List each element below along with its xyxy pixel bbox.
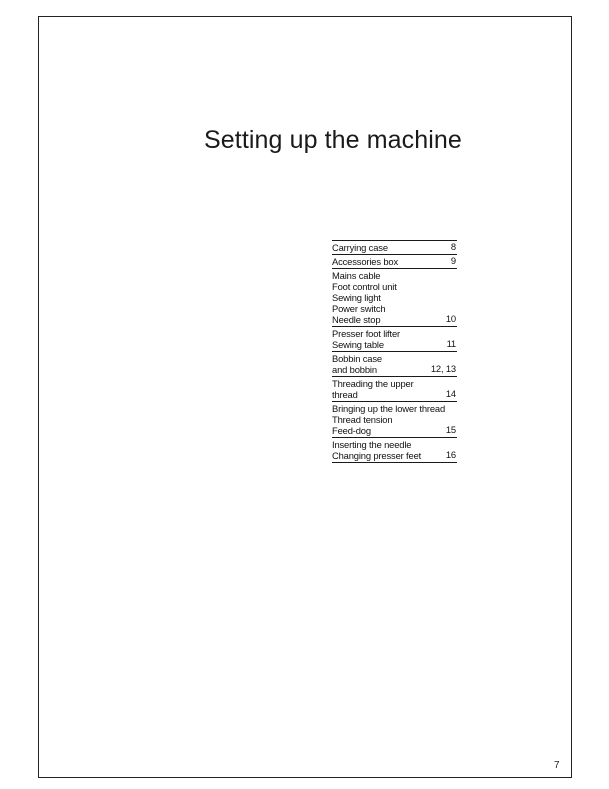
toc-page-number: 8	[450, 241, 456, 252]
toc-entry	[332, 437, 457, 463]
toc-entry-line: Changing presser feet	[332, 450, 422, 461]
page-number: 7	[554, 760, 560, 771]
toc-entry	[332, 240, 457, 254]
toc-entry	[332, 401, 457, 437]
toc-entry-line: Accessories box	[332, 256, 399, 267]
toc-page-number: 9	[450, 255, 456, 266]
toc-entry	[332, 254, 457, 268]
toc-entry-line: Carrying case	[332, 242, 388, 253]
toc-page-number: 14	[445, 388, 456, 399]
toc-page-number: 10	[445, 313, 456, 324]
toc-entry	[332, 268, 457, 326]
toc-entry-line: Power switch	[332, 303, 386, 314]
toc-entry	[332, 351, 457, 376]
toc-page-number: 15	[445, 424, 456, 435]
toc-entry-line: Threading the upper	[332, 378, 414, 389]
toc-entry	[332, 326, 457, 351]
toc-entry-line: Presser foot lifter	[332, 328, 401, 339]
toc-page-number: 16	[445, 449, 456, 460]
toc-entry-line: Inserting the needle	[332, 439, 412, 450]
page-title: Setting up the machine	[204, 126, 462, 154]
toc-page-number: 12, 13	[430, 363, 456, 374]
toc-entry-line: Needle stop	[332, 314, 381, 325]
toc-entry-line: Sewing table	[332, 339, 384, 350]
toc-page-number: 11	[446, 338, 456, 349]
toc-entry-line: Mains cable	[332, 270, 381, 281]
toc-entry-line: Bobbin case	[332, 353, 382, 364]
toc-entry-line: Feed-dog	[332, 425, 371, 436]
toc-entry-line: Thread tension	[332, 414, 393, 425]
toc-entry-line: thread	[332, 389, 358, 400]
table-of-contents	[332, 240, 457, 463]
toc-entry	[332, 376, 457, 401]
toc-entry-line: Foot control unit	[332, 281, 397, 292]
toc-entry-line: Sewing light	[332, 292, 381, 303]
toc-entry-line: and bobbin	[332, 364, 377, 375]
toc-entry-line: Bringing up the lower thread	[332, 403, 446, 414]
